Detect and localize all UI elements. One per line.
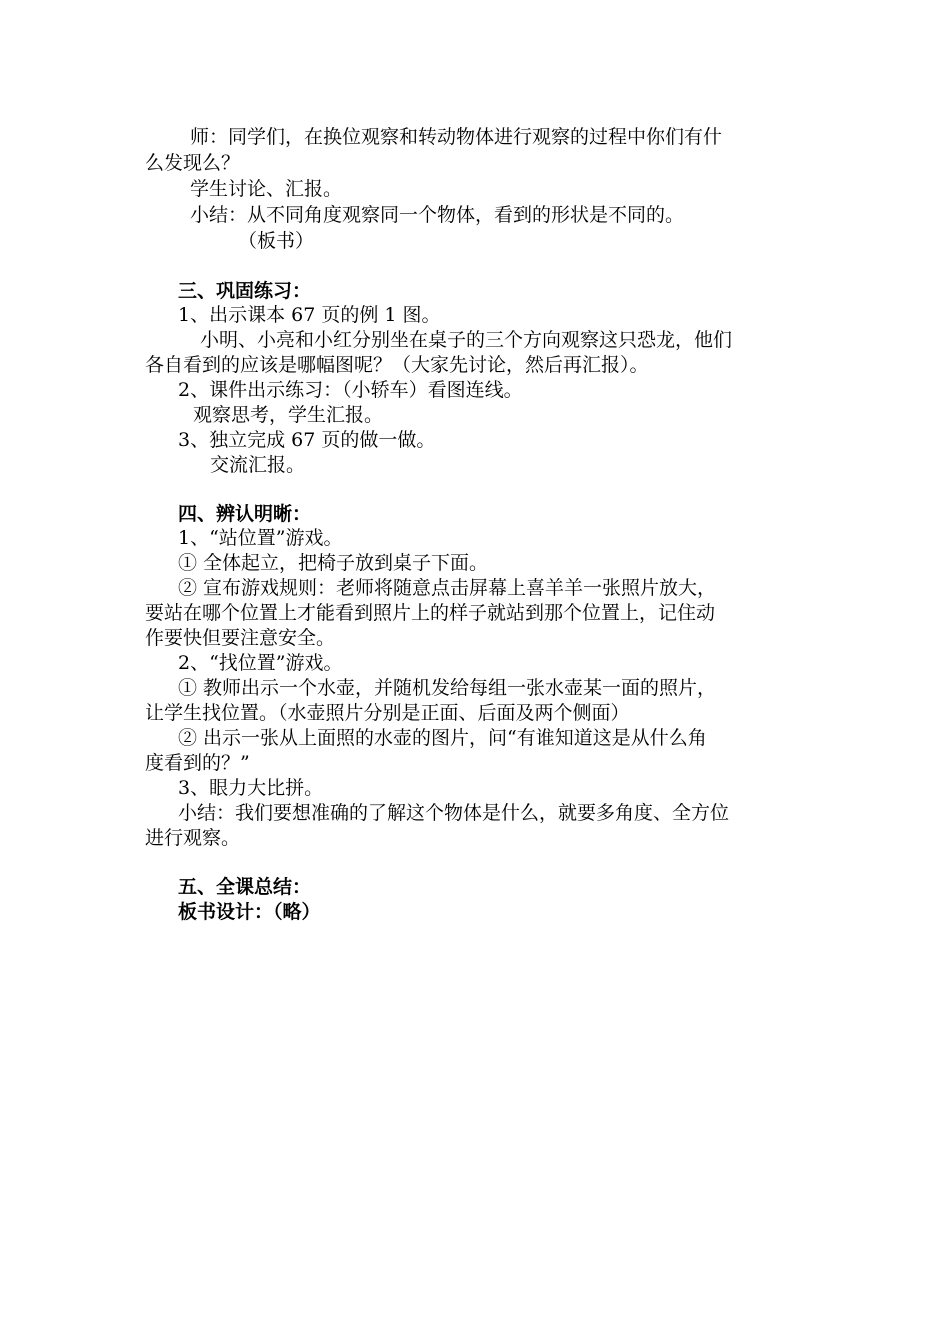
game-1-title: 1、“站位置”游戏。 [178,527,343,549]
game-1-step-2-line-2: 要站在哪个位置上才能看到照片上的样子就站到那个位置上，记住动 [145,602,716,624]
game-2-step-1-line-1: ① 教师出示一个水壶，并随机发给每组一张水壶某一面的照片， [178,677,717,699]
exercise-2-detail: 观察思考，学生汇报。 [193,404,384,426]
teacher-question-line-1: 师：同学们，在换位观察和转动物体进行观察的过程中你们有什 [190,126,723,148]
summary-line: 小结：从不同角度观察同一个物体，看到的形状是不同的。 [190,204,685,226]
section-heading-5: 五、全课总结： [178,876,312,898]
game-2-step-1-line-2: 让学生找位置。（水壶照片分别是正面、后面及两个侧面） [145,702,630,724]
game-1-step-2-line-1: ② 宣布游戏规则：老师将随意点击屏幕上喜羊羊一张照片放大， [178,577,717,599]
game-3-title: 3、眼力大比拼。 [178,777,324,799]
teacher-question-line-2: 么发现么？ [145,152,241,174]
exercise-3: 3、独立完成 67 页的做一做。 [178,429,436,451]
game-2-step-2-line-2: 度看到的？” [145,752,250,774]
blackboard-design: 板书设计：（略） [178,901,321,923]
game-1-step-2-line-3: 作要快但要注意安全。 [145,627,336,649]
section-heading-4: 四、辨认明晰： [178,503,312,525]
exercise-2: 2、课件出示练习：（小轿车）看图连线。 [178,379,523,401]
section-heading-3: 三、巩固练习： [178,280,312,302]
section-4-summary-line-1: 小结：我们要想准确的了解这个物体是什么，就要多角度、全方位 [178,802,730,824]
game-1-step-1: ① 全体起立，把椅子放到桌子下面。 [178,552,489,574]
section-4-summary-line-2: 进行观察。 [145,827,241,849]
game-2-title: 2、“找位置”游戏。 [178,652,343,674]
game-2-step-2-line-1: ② 出示一张从上面照的水壶的图片，问“有谁知道这是从什么角 [178,727,707,749]
exercise-1: 1、出示课本 67 页的例 1 图。 [178,304,441,326]
exercise-1-detail-line-2: 各自看到的应该是哪幅图呢？（大家先讨论，然后再汇报）。 [145,354,649,376]
blackboard-note: （板书） [238,230,315,252]
exercise-3-detail: 交流汇报。 [210,454,306,476]
student-discussion-line: 学生讨论、汇报。 [190,178,343,200]
exercise-1-detail-line-1: 小明、小亮和小红分别坐在桌子的三个方向观察这只恐龙，他们 [200,329,733,351]
